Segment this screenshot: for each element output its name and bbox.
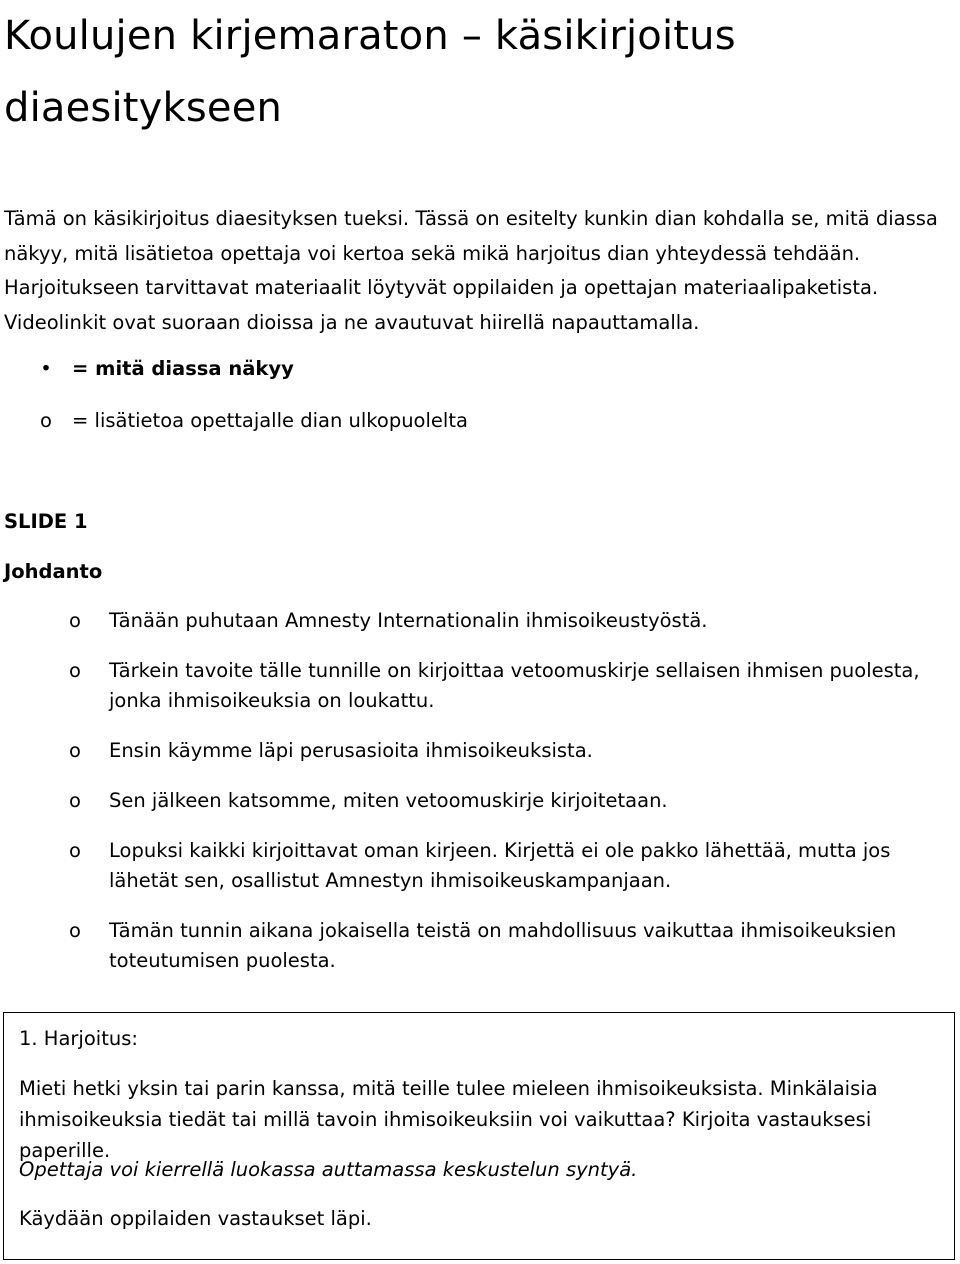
- list-item: [0, 916, 960, 976]
- teacher-note: Opettaja voi kierrellä luokassa auttamassa keskustelun syntyä.: [19, 1158, 638, 1181]
- slide-label: SLIDE 1: [4, 510, 88, 533]
- legend-circle-row: [0, 406, 940, 436]
- circle-marker-icon: o: [69, 789, 81, 812]
- slide-item-list: [0, 606, 960, 996]
- list-item-text: Sen jälkeen katsomme, miten vetoomuskirje kirjoitetaan.: [109, 789, 668, 812]
- intro-paragraph: Tämä on käsikirjoitus diaesityksen tueksi. Tässä on esitelty kunkin dian kohdalla se, mitä diassa näkyy, mitä lisätietoa opettaja voi kertoa sekä mikä harjoitus dian yhteydessä tehdään. Harjoitukseen tarvittavat materiaalit löytyvät oppilaiden ja opettajan materiaalipaketista. Videolinkit ovat suoraan dioissa ja ne avautuvat hiirellä napauttamalla.: [4, 207, 938, 334]
- circle-marker-icon: o: [69, 839, 81, 862]
- exercise-title: 1. Harjoitus:: [19, 1027, 138, 1050]
- exercise-closing: Käydään oppilaiden vastaukset läpi.: [19, 1207, 372, 1230]
- bullet-marker-icon: •: [40, 357, 52, 380]
- circle-marker-icon: o: [40, 409, 52, 432]
- list-item: [0, 656, 960, 716]
- circle-marker-icon: o: [69, 659, 81, 682]
- list-item: [0, 786, 960, 816]
- legend-circle-text: = lisätietoa opettajalle dian ulkopuolelta: [72, 409, 468, 432]
- list-item-text: Ensin käymme läpi perusasioita ihmisoikeuksista.: [109, 739, 593, 762]
- circle-marker-icon: o: [69, 739, 81, 762]
- list-item-text: Tänään puhutaan Amnesty Internationalin ihmisoikeustyöstä.: [109, 609, 708, 632]
- legend-bullet-text: = mitä diassa näkyy: [72, 357, 294, 380]
- list-item: [0, 606, 960, 636]
- exercise-box: [3, 1012, 955, 1260]
- list-item-text: Lopuksi kaikki kirjoittavat oman kirjeen. Kirjettä ei ole pakko lähettää, mutta jos lähetät sen, osallistut Amnestyn ihmisoikeuskampanjaan.: [109, 839, 891, 892]
- slide-heading: Johdanto: [4, 560, 103, 583]
- list-item: [0, 736, 960, 766]
- list-item-text: Tärkein tavoite tälle tunnille on kirjoittaa vetoomuskirje sellaisen ihmisen puolesta, jonka ihmisoikeuksia on loukattu.: [109, 659, 920, 712]
- exercise-instruction: Mieti hetki yksin tai parin kanssa, mitä teille tulee mieleen ihmisoikeuksista. Minkälaisia ihmisoikeuksia tiedät tai millä tavoin ihmisoikeuksiin voi vaikuttaa? Kirjoita vastauksesi paperille.: [19, 1077, 878, 1162]
- page-title: Koulujen kirjemaraton – käsikirjoitus diaesitykseen: [4, 13, 736, 131]
- legend-bullet-row: [0, 354, 940, 384]
- list-item-text: Tämän tunnin aikana jokaisella teistä on mahdollisuus vaikuttaa ihmisoikeuksien toteutumisen puolesta.: [109, 919, 897, 972]
- list-item: [0, 836, 960, 896]
- circle-marker-icon: o: [69, 609, 81, 632]
- circle-marker-icon: o: [69, 919, 81, 942]
